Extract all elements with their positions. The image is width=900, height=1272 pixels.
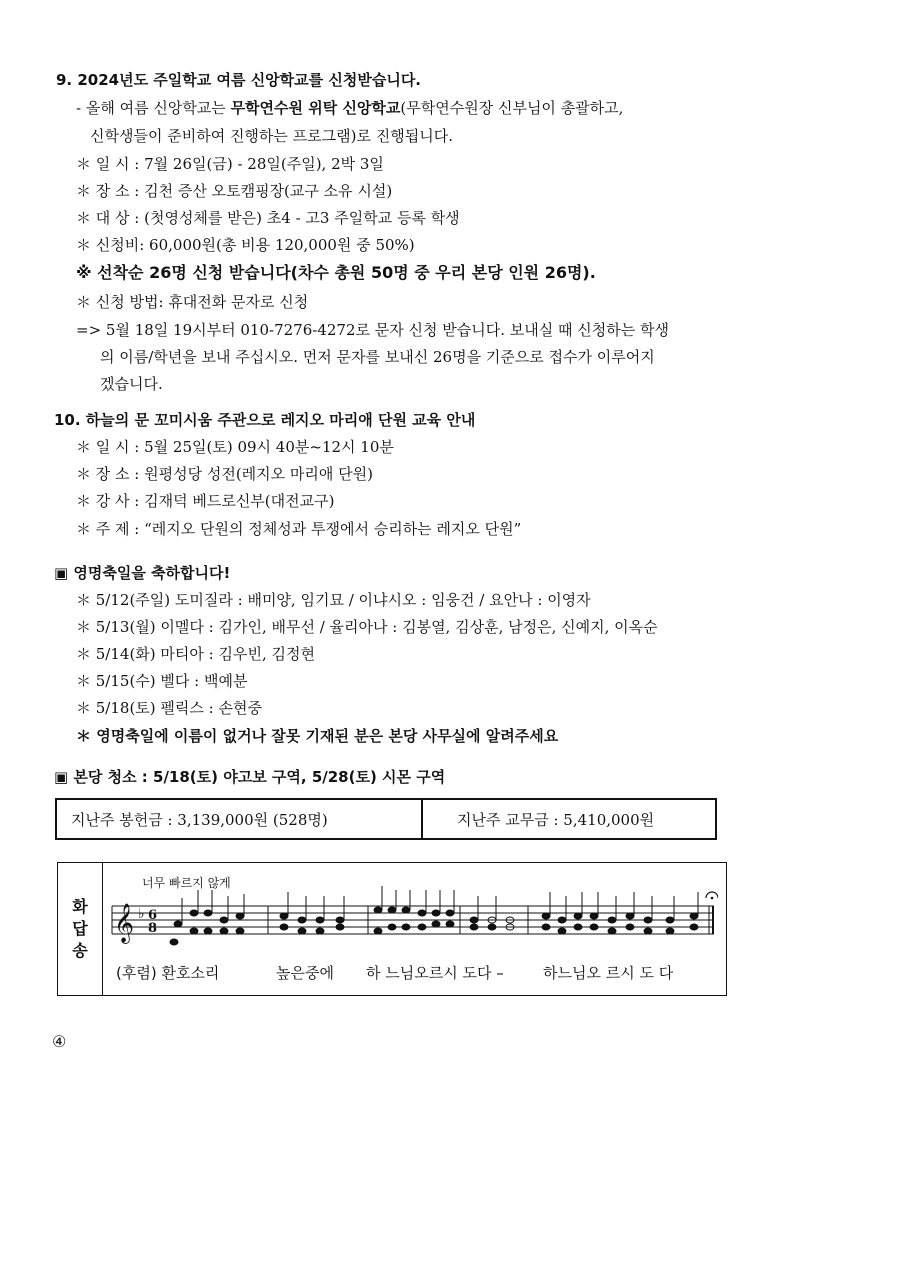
section9-place: ＊ 장 소 : 김천 증산 오토캠핑장(교구 소유 시설) bbox=[76, 182, 393, 200]
section9-desc-line1 bbox=[76, 98, 623, 118]
section10-date: ＊ 일 시 : 5월 25일(토) 09시 40분~12시 10분 bbox=[76, 438, 394, 456]
cleaning-notice: ▣ 본당 청소 : 5/18(토) 야고보 구역, 5/28(토) 시몬 구역 bbox=[54, 768, 446, 786]
feast-item: ＊ 5/13(월) 이멜다 : 김가인, 배무선 / 율리아나 : 김봉열, 김상훈, 남정은, 신예지, 이옥순 bbox=[76, 618, 658, 636]
offering-table bbox=[55, 798, 717, 840]
section10-speaker: ＊ 강 사 : 김재덕 베드로신부(대전교구) bbox=[76, 492, 335, 510]
psalm-lyrics-3: 하 느님오르시 도다 – bbox=[366, 964, 504, 982]
section9-date: ＊ 일 시 : 7월 26일(금) - 28일(주일), 2박 3일 bbox=[76, 155, 384, 173]
feast-item: ＊ 5/18(토) 펠릭스 : 손현중 bbox=[76, 699, 262, 717]
svg-text:𝄞: 𝄞 bbox=[114, 903, 135, 943]
psalm-lyrics-4: 하느님오 르시 도 다 bbox=[543, 964, 674, 982]
tempo-marking: 너무 빠르지 않게 bbox=[142, 876, 231, 890]
psalm-lyrics-2: 높은중에 bbox=[276, 964, 334, 982]
feast-item: ＊ 5/12(주일) 도미질라 : 배미양, 임기묘 / 이냐시오 : 임웅건 / 요안나 : 이영자 bbox=[76, 591, 591, 609]
psalm-label-char: 답 bbox=[72, 919, 88, 938]
desc-pre: - 올해 여름 신앙학교는 bbox=[76, 99, 231, 117]
section9-method-detail3: 겠습니다. bbox=[100, 375, 163, 393]
svg-text:6: 6 bbox=[148, 908, 158, 923]
section10-title: 10. 하늘의 문 꼬미시움 주관으로 레지오 마리애 단원 교육 안내 bbox=[54, 411, 476, 429]
feast-item: ＊ 5/14(화) 마티아 : 김우빈, 김정현 bbox=[76, 645, 315, 663]
section9-target: ＊ 대 상 : (첫영성체를 받은) 초4 - 고3 주일학교 등록 학생 bbox=[76, 209, 460, 227]
section10-topic: ＊ 주 제 : “레지오 단원의 정체성과 투쟁에서 승리하는 레지오 단원” bbox=[76, 520, 522, 538]
psalm-label-char: 화 bbox=[72, 897, 88, 916]
section9-title: 9. 2024년도 주일학교 여름 신앙학교를 신청받습니다. bbox=[56, 71, 422, 89]
weekly-offering: 지난주 봉헌금 : 3,139,000원 (528명) bbox=[57, 800, 423, 838]
section9-method-detail1: => 5월 18일 19시부터 010-7276-4272로 문자 신청 받습니다. 보내실 때 신청하는 학생 bbox=[76, 321, 669, 339]
feast-title: ▣ 영명축일을 축하합니다! bbox=[54, 564, 231, 582]
section9-notice: ※ 선착순 26명 신청 받습니다(차수 총원 50명 중 우리 본당 인원 26명). bbox=[76, 263, 596, 282]
feast-item: ＊ 5/15(수) 벨다 : 백예분 bbox=[76, 672, 248, 690]
page-number: ④ bbox=[52, 1032, 67, 1051]
psalm-label bbox=[58, 863, 103, 995]
music-staff bbox=[110, 884, 718, 956]
feast-note: ＊ 영명축일에 이름이 없거나 잘못 기재된 분은 본당 사무실에 알려주세요 bbox=[76, 727, 559, 745]
diocese-dues: 지난주 교무금 : 5,410,000원 bbox=[457, 810, 655, 829]
svg-text:♭: ♭ bbox=[138, 906, 145, 922]
psalm-lyrics-1: (후렴) 환호소리 bbox=[116, 964, 220, 982]
psalm-label-char: 송 bbox=[72, 941, 88, 960]
section9-method: ＊ 신청 방법: 휴대전화 문자로 신청 bbox=[76, 293, 309, 311]
section9-fee: ＊ 신청비: 60,000원(총 비용 120,000원 중 50%) bbox=[76, 236, 415, 254]
section9-desc-line2: 신학생들이 준비하여 진행하는 프로그램)로 진행됩니다. bbox=[90, 127, 453, 145]
desc-bold: 무학연수원 위탁 신앙학교 bbox=[230, 99, 401, 117]
desc-post: (무학연수원장 신부님이 총괄하고, bbox=[400, 99, 624, 117]
svg-text:8: 8 bbox=[148, 921, 158, 936]
section9-method-detail2: 의 이름/학년을 보내 주십시오. 먼저 문자를 보내신 26명을 기준으로 접수가 이루어지 bbox=[100, 348, 655, 366]
section10-place: ＊ 장 소 : 원평성당 성전(레지오 마리애 단원) bbox=[76, 465, 373, 483]
